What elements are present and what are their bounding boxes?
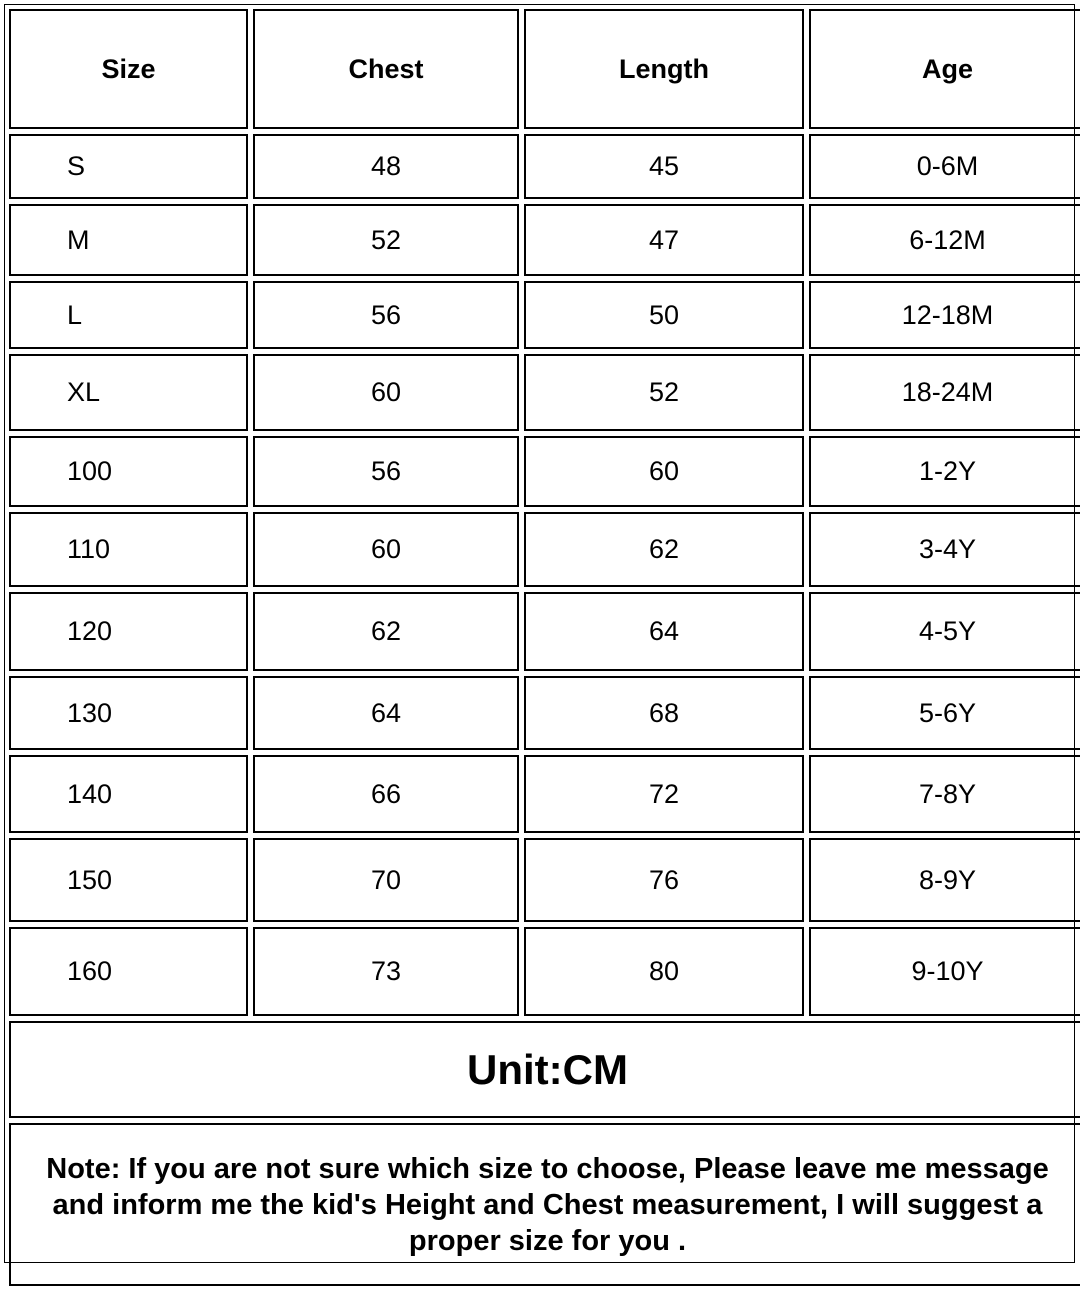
size-cell: 160 bbox=[9, 927, 248, 1016]
age-cell: 6-12M bbox=[809, 204, 1080, 276]
size-cell: L bbox=[9, 281, 248, 349]
header-age: Age bbox=[809, 9, 1080, 129]
chest-cell: 70 bbox=[253, 838, 519, 922]
chest-cell: 62 bbox=[253, 592, 519, 671]
age-cell: 12-18M bbox=[809, 281, 1080, 349]
table-header-row bbox=[9, 9, 1080, 129]
note-row bbox=[9, 1123, 1080, 1286]
length-cell: 80 bbox=[524, 927, 804, 1016]
header-length: Length bbox=[524, 9, 804, 129]
size-cell: 130 bbox=[9, 676, 248, 750]
size-note: Note: If you are not sure which size to choose, Please leave me message and inform me the kid's Height and Chest measurement, I will suggest a proper size for you . bbox=[9, 1123, 1080, 1286]
chest-cell: 60 bbox=[253, 354, 519, 431]
length-cell: 52 bbox=[524, 354, 804, 431]
chest-cell: 60 bbox=[253, 512, 519, 587]
table-row bbox=[9, 838, 1080, 922]
size-cell: 100 bbox=[9, 436, 248, 507]
length-cell: 76 bbox=[524, 838, 804, 922]
table-row bbox=[9, 281, 1080, 349]
table-row bbox=[9, 134, 1080, 199]
header-chest: Chest bbox=[253, 9, 519, 129]
chest-cell: 52 bbox=[253, 204, 519, 276]
length-cell: 62 bbox=[524, 512, 804, 587]
size-cell: 120 bbox=[9, 592, 248, 671]
age-cell: 0-6M bbox=[809, 134, 1080, 199]
length-cell: 72 bbox=[524, 755, 804, 833]
age-cell: 5-6Y bbox=[809, 676, 1080, 750]
age-cell: 18-24M bbox=[809, 354, 1080, 431]
age-cell: 7-8Y bbox=[809, 755, 1080, 833]
age-cell: 3-4Y bbox=[809, 512, 1080, 587]
table-row bbox=[9, 354, 1080, 431]
table-row bbox=[9, 204, 1080, 276]
chest-cell: 48 bbox=[253, 134, 519, 199]
length-cell: 45 bbox=[524, 134, 804, 199]
length-cell: 68 bbox=[524, 676, 804, 750]
size-cell: 110 bbox=[9, 512, 248, 587]
size-cell: S bbox=[9, 134, 248, 199]
size-cell: 150 bbox=[9, 838, 248, 922]
age-cell: 1-2Y bbox=[809, 436, 1080, 507]
unit-label: Unit:CM bbox=[9, 1021, 1080, 1118]
table-row bbox=[9, 755, 1080, 833]
table-row bbox=[9, 436, 1080, 507]
chest-cell: 56 bbox=[253, 281, 519, 349]
header-size: Size bbox=[9, 9, 248, 129]
age-cell: 4-5Y bbox=[809, 592, 1080, 671]
size-chart-table bbox=[4, 4, 1080, 1291]
size-cell: 140 bbox=[9, 755, 248, 833]
size-cell: XL bbox=[9, 354, 248, 431]
table-row bbox=[9, 512, 1080, 587]
table-row bbox=[9, 592, 1080, 671]
size-cell: M bbox=[9, 204, 248, 276]
unit-row bbox=[9, 1021, 1080, 1118]
table-row bbox=[9, 676, 1080, 750]
chest-cell: 66 bbox=[253, 755, 519, 833]
length-cell: 50 bbox=[524, 281, 804, 349]
chest-cell: 56 bbox=[253, 436, 519, 507]
chest-cell: 73 bbox=[253, 927, 519, 1016]
chest-cell: 64 bbox=[253, 676, 519, 750]
length-cell: 47 bbox=[524, 204, 804, 276]
length-cell: 60 bbox=[524, 436, 804, 507]
table-row bbox=[9, 927, 1080, 1016]
age-cell: 8-9Y bbox=[809, 838, 1080, 922]
age-cell: 9-10Y bbox=[809, 927, 1080, 1016]
length-cell: 64 bbox=[524, 592, 804, 671]
